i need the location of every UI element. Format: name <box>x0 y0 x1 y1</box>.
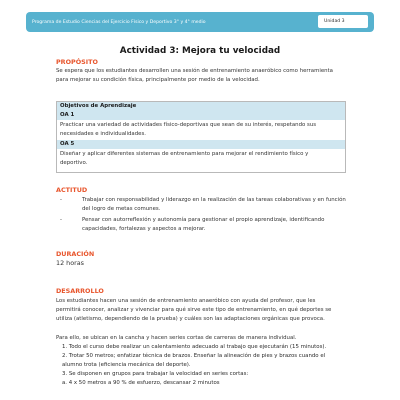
oa1-shade <box>57 111 345 120</box>
oa5-shade <box>57 140 345 149</box>
actitud-item1-line-1: Trabajar con responsabilidad y liderazgo en la realización de las tareas colaborativas y en función <box>82 197 346 203</box>
desarrollo-line-2: permitirá conocer, analizar y vivenciar para qué sirve este tipo de entrenamiento, en qué deportes se <box>56 307 332 313</box>
desarrollo-heading: DESARROLLO <box>56 287 104 295</box>
step-3a: a. 4 x 50 metros a 90 % de esfuerzo, descansar 2 minutos <box>62 380 220 386</box>
step-1: 1. Todo el curso debe realizar un calentamiento adecuado al trabajo que ejecutarán (15 minutos). <box>62 344 327 350</box>
proposito-line-1: Se espera que los estudiantes desarrollen una sesión de entrenamiento anaeróbico como herramienta <box>56 68 333 74</box>
oa5-line-1: Diseñar y aplicar diferentes sistemas de entrenamiento para mejorar el rendimiento físico y <box>60 151 309 157</box>
objectives-box <box>56 101 346 173</box>
step-3: 3. Se disponen en grupos para trabajar la velocidad en series cortas: <box>62 371 249 377</box>
oa5-line-2: deportivo. <box>60 160 88 166</box>
oa1-line-2: necesidades e individualidades. <box>60 131 146 137</box>
actitud-heading: ACTITUD <box>56 186 88 194</box>
actitud-item2-line-1: Pensar con autorreflexión y autonomía para gestionar el propio aprendizaje, identificando <box>82 217 325 223</box>
oa5-label: OA 5 <box>60 141 75 147</box>
unit-label: Unidad 3 <box>324 19 345 24</box>
oa1-label: OA 1 <box>60 112 75 118</box>
step-2-cont: alumno trota (eficiencia mecánica del deporte). <box>62 362 191 368</box>
proposito-heading: PROPÓSITO <box>56 58 98 66</box>
oa1-line-1: Practicar una variedad de actividades físico-deportivas que sean de su interés, respetando sus <box>60 122 317 128</box>
actitud-item2-line-2: capacidades, fortalezas y aspectos a mejorar. <box>82 226 206 232</box>
bullet-1: - <box>60 197 62 203</box>
proposito-line-2: para mejorar su condición física, principalmente por medio de la velocidad. <box>56 77 260 83</box>
step-2: 2. Trotar 50 metros; enfatizar técnica de brazos. Enseñar la alineación de pies y brazos cuando el <box>62 353 326 359</box>
objectives-heading: Objetivos de Aprendizaje <box>60 103 137 109</box>
bullet-2: - <box>60 217 62 223</box>
duracion-value: 12 horas <box>56 259 84 267</box>
unit-badge <box>318 15 368 28</box>
desarrollo-line-1: Los estudiantes hacen una sesión de entrenamiento anaeróbico con ayuda del profesor, que les <box>56 298 316 304</box>
page-title: Actividad 3: Mejora tu velocidad <box>119 46 281 56</box>
desarrollo-line-3: utiliza (atletismo, dependiendo de la prueba) y cuáles son las adaptaciones orgánicas que provoca. <box>56 316 325 322</box>
actitud-item1-line-2: del logro de metas comunes. <box>82 206 161 212</box>
duracion-heading: DURACIÓN <box>56 250 95 258</box>
desarrollo-intro: Para ello, se ubican en la cancha y hacen series cortas de carreras de manera individual. <box>56 335 297 341</box>
program-title: Programa de Estudio Ciencias del Ejercicio Físico y Deportivo 3° y 4° medio <box>32 19 206 25</box>
